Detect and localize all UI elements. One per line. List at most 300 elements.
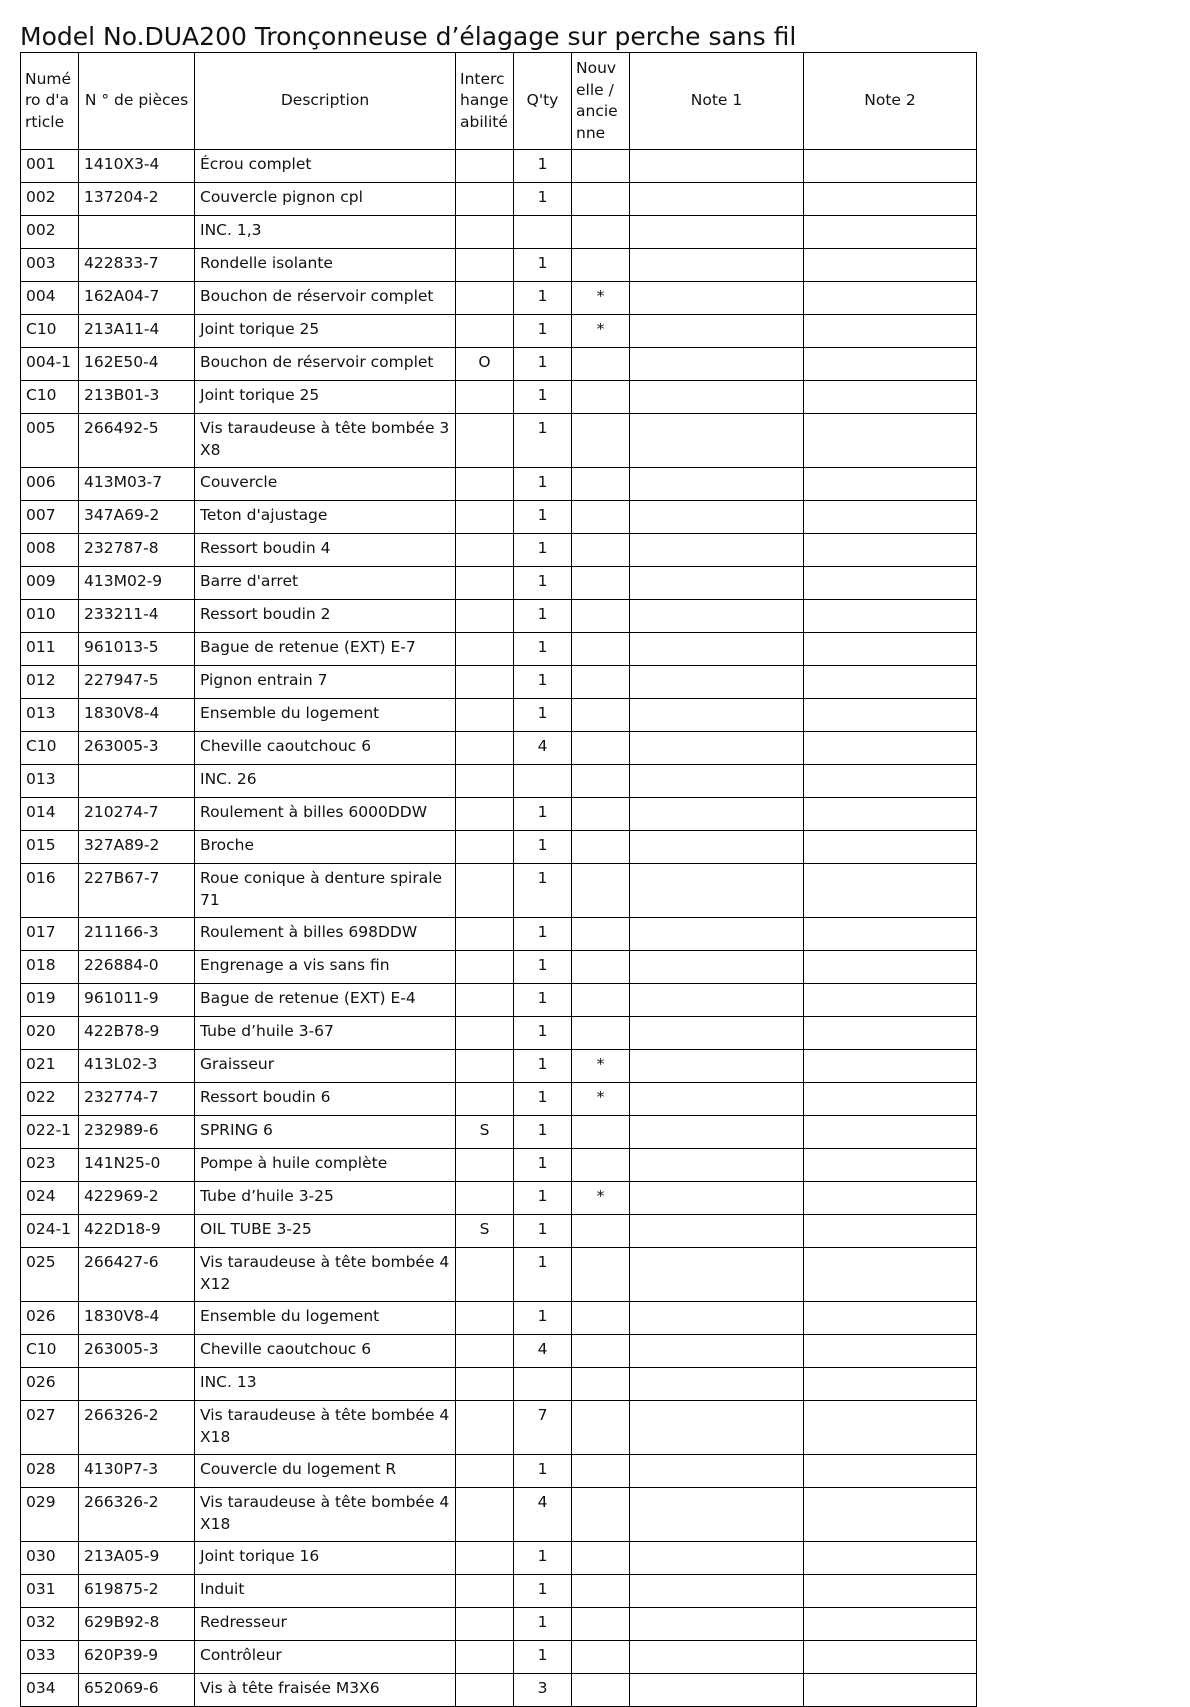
cell-part-number	[79, 1368, 195, 1401]
cell-item-number: C10	[21, 1335, 79, 1368]
cell-interchangeability	[456, 249, 514, 282]
cell-part-number: 422B78-9	[79, 1017, 195, 1050]
cell-part-number: 1830V8-4	[79, 1302, 195, 1335]
cell-note-2	[804, 1215, 977, 1248]
cell-item-number: 012	[21, 666, 79, 699]
cell-description: Joint torique 25	[195, 381, 456, 414]
cell-note-1	[630, 1116, 804, 1149]
cell-note-2	[804, 798, 977, 831]
cell-item-number: 022	[21, 1083, 79, 1116]
table-row	[21, 918, 977, 951]
cell-note-1	[630, 315, 804, 348]
table-row	[21, 1215, 977, 1248]
cell-item-number: 010	[21, 600, 79, 633]
cell-description: Ressort boudin 4	[195, 534, 456, 567]
cell-item-number: 008	[21, 534, 79, 567]
table-row	[21, 1050, 977, 1083]
cell-description: Ensemble du logement	[195, 1302, 456, 1335]
cell-note-2	[804, 1575, 977, 1608]
cell-quantity: 1	[514, 315, 572, 348]
table-row	[21, 150, 977, 183]
cell-note-1	[630, 1050, 804, 1083]
cell-new-old	[572, 600, 630, 633]
cell-note-1	[630, 732, 804, 765]
cell-interchangeability	[456, 1302, 514, 1335]
cell-note-2	[804, 1182, 977, 1215]
cell-new-old	[572, 831, 630, 864]
cell-part-number	[79, 765, 195, 798]
cell-part-number: 422833-7	[79, 249, 195, 282]
header-interchangeability: Interchangeabilité	[456, 53, 514, 150]
cell-note-2	[804, 732, 977, 765]
cell-quantity	[514, 1368, 572, 1401]
table-row	[21, 1401, 977, 1455]
table-row	[21, 831, 977, 864]
cell-item-number: 023	[21, 1149, 79, 1182]
cell-note-2	[804, 501, 977, 534]
cell-description: Joint torique 16	[195, 1542, 456, 1575]
cell-quantity: 1	[514, 918, 572, 951]
cell-note-1	[630, 1575, 804, 1608]
cell-note-2	[804, 633, 977, 666]
cell-quantity: 1	[514, 1149, 572, 1182]
cell-item-number: 002	[21, 183, 79, 216]
cell-description: Cheville caoutchouc 6	[195, 732, 456, 765]
header-description: Description	[195, 53, 456, 150]
cell-interchangeability	[456, 183, 514, 216]
cell-note-2	[804, 1050, 977, 1083]
cell-note-2	[804, 282, 977, 315]
cell-description: Vis taraudeuse à tête bombée 4X12	[195, 1248, 456, 1302]
cell-part-number: 263005-3	[79, 1335, 195, 1368]
header-new-old: Nouvelle / ancienne	[572, 53, 630, 150]
cell-note-2	[804, 150, 977, 183]
table-row	[21, 183, 977, 216]
cell-item-number: 002	[21, 216, 79, 249]
cell-interchangeability	[456, 414, 514, 468]
cell-note-1	[630, 567, 804, 600]
table-row	[21, 501, 977, 534]
cell-new-old	[572, 501, 630, 534]
cell-note-2	[804, 1116, 977, 1149]
cell-note-1	[630, 984, 804, 1017]
cell-item-number: 022-1	[21, 1116, 79, 1149]
cell-part-number: 422969-2	[79, 1182, 195, 1215]
cell-interchangeability: S	[456, 1215, 514, 1248]
cell-description: Ressort boudin 6	[195, 1083, 456, 1116]
cell-description: Bague de retenue (EXT) E-7	[195, 633, 456, 666]
cell-new-old	[572, 1542, 630, 1575]
cell-new-old	[572, 150, 630, 183]
cell-item-number: 034	[21, 1674, 79, 1707]
header-quantity: Q'ty	[514, 53, 572, 150]
cell-quantity: 1	[514, 1641, 572, 1674]
cell-interchangeability	[456, 666, 514, 699]
cell-part-number: 213A05-9	[79, 1542, 195, 1575]
table-row	[21, 468, 977, 501]
cell-quantity: 1	[514, 1215, 572, 1248]
cell-description: Vis taraudeuse à tête bombée 4X18	[195, 1401, 456, 1455]
cell-interchangeability	[456, 633, 514, 666]
cell-note-2	[804, 348, 977, 381]
cell-interchangeability	[456, 534, 514, 567]
cell-quantity	[514, 765, 572, 798]
cell-note-1	[630, 150, 804, 183]
cell-item-number: 028	[21, 1455, 79, 1488]
cell-quantity: 1	[514, 831, 572, 864]
cell-interchangeability	[456, 1248, 514, 1302]
cell-note-1	[630, 414, 804, 468]
cell-note-1	[630, 765, 804, 798]
cell-quantity: 1	[514, 984, 572, 1017]
cell-item-number: 027	[21, 1401, 79, 1455]
cell-description: INC. 13	[195, 1368, 456, 1401]
cell-description: Pompe à huile complète	[195, 1149, 456, 1182]
cell-part-number: 266492-5	[79, 414, 195, 468]
cell-part-number: 162E50-4	[79, 348, 195, 381]
cell-interchangeability	[456, 1542, 514, 1575]
cell-item-number: 016	[21, 864, 79, 918]
cell-interchangeability	[456, 1182, 514, 1215]
cell-description: Tube d’huile 3-67	[195, 1017, 456, 1050]
cell-interchangeability	[456, 282, 514, 315]
cell-interchangeability	[456, 1575, 514, 1608]
cell-note-1	[630, 534, 804, 567]
header-part-number: N ° de pièces	[79, 53, 195, 150]
cell-description: SPRING 6	[195, 1116, 456, 1149]
cell-part-number: 961013-5	[79, 633, 195, 666]
cell-interchangeability	[456, 381, 514, 414]
cell-item-number: 032	[21, 1608, 79, 1641]
cell-item-number: 024	[21, 1182, 79, 1215]
cell-note-1	[630, 1401, 804, 1455]
cell-item-number: 031	[21, 1575, 79, 1608]
cell-part-number: 227947-5	[79, 666, 195, 699]
cell-part-number: 213B01-3	[79, 381, 195, 414]
cell-item-number: 020	[21, 1017, 79, 1050]
cell-quantity: 1	[514, 282, 572, 315]
table-row	[21, 765, 977, 798]
cell-note-2	[804, 1335, 977, 1368]
cell-interchangeability	[456, 150, 514, 183]
cell-part-number: 961011-9	[79, 984, 195, 1017]
header-note-1: Note 1	[630, 53, 804, 150]
cell-quantity: 1	[514, 1116, 572, 1149]
cell-part-number: 232774-7	[79, 1083, 195, 1116]
table-row	[21, 633, 977, 666]
parts-table	[20, 52, 977, 1707]
cell-part-number: 226884-0	[79, 951, 195, 984]
cell-note-1	[630, 918, 804, 951]
cell-note-2	[804, 468, 977, 501]
table-row	[21, 1248, 977, 1302]
cell-note-2	[804, 1401, 977, 1455]
cell-description: Induit	[195, 1575, 456, 1608]
cell-interchangeability: S	[456, 1116, 514, 1149]
cell-note-1	[630, 633, 804, 666]
cell-note-1	[630, 348, 804, 381]
cell-interchangeability	[456, 216, 514, 249]
table-row	[21, 1302, 977, 1335]
cell-note-1	[630, 1455, 804, 1488]
cell-description: Barre d'arret	[195, 567, 456, 600]
cell-note-1	[630, 381, 804, 414]
cell-note-2	[804, 1149, 977, 1182]
cell-interchangeability	[456, 1455, 514, 1488]
table-row	[21, 1083, 977, 1116]
cell-interchangeability	[456, 1401, 514, 1455]
cell-interchangeability	[456, 984, 514, 1017]
cell-description: Écrou complet	[195, 150, 456, 183]
cell-description: Vis à tête fraisée M3X6	[195, 1674, 456, 1707]
table-row	[21, 534, 977, 567]
cell-description: INC. 26	[195, 765, 456, 798]
cell-note-2	[804, 183, 977, 216]
cell-item-number: 026	[21, 1302, 79, 1335]
cell-new-old	[572, 1149, 630, 1182]
cell-part-number: 620P39-9	[79, 1641, 195, 1674]
cell-new-old: *	[572, 282, 630, 315]
cell-part-number: 266427-6	[79, 1248, 195, 1302]
cell-new-old	[572, 1674, 630, 1707]
table-row	[21, 1488, 977, 1542]
cell-item-number: 029	[21, 1488, 79, 1542]
cell-interchangeability	[456, 1335, 514, 1368]
cell-quantity: 1	[514, 1542, 572, 1575]
cell-note-2	[804, 1368, 977, 1401]
cell-quantity: 1	[514, 1455, 572, 1488]
table-row	[21, 567, 977, 600]
cell-part-number: 233211-4	[79, 600, 195, 633]
cell-item-number: 005	[21, 414, 79, 468]
cell-part-number: 213A11-4	[79, 315, 195, 348]
page-title: Model No.DUA200 Tronçonneuse d’élagage sur perche sans fil	[20, 22, 797, 51]
cell-item-number: 015	[21, 831, 79, 864]
cell-part-number: 4130P7-3	[79, 1455, 195, 1488]
cell-description: Contrôleur	[195, 1641, 456, 1674]
cell-quantity: 4	[514, 1488, 572, 1542]
cell-note-2	[804, 1083, 977, 1116]
cell-item-number: 017	[21, 918, 79, 951]
cell-part-number: 263005-3	[79, 732, 195, 765]
cell-part-number: 210274-7	[79, 798, 195, 831]
cell-note-2	[804, 984, 977, 1017]
cell-description: Couvercle	[195, 468, 456, 501]
cell-description: Roulement à billes 6000DDW	[195, 798, 456, 831]
cell-item-number: 026	[21, 1368, 79, 1401]
cell-note-2	[804, 414, 977, 468]
cell-quantity: 1	[514, 249, 572, 282]
cell-quantity: 1	[514, 348, 572, 381]
cell-interchangeability	[456, 831, 514, 864]
cell-part-number: 413M03-7	[79, 468, 195, 501]
cell-note-2	[804, 699, 977, 732]
cell-note-1	[630, 1248, 804, 1302]
cell-interchangeability	[456, 1050, 514, 1083]
cell-description: Rondelle isolante	[195, 249, 456, 282]
cell-quantity: 1	[514, 501, 572, 534]
cell-quantity: 4	[514, 732, 572, 765]
table-header-row	[21, 53, 977, 150]
header-note-2: Note 2	[804, 53, 977, 150]
cell-item-number: 030	[21, 1542, 79, 1575]
cell-quantity: 1	[514, 150, 572, 183]
cell-description: Engrenage a vis sans fin	[195, 951, 456, 984]
cell-new-old	[572, 1488, 630, 1542]
cell-quantity: 1	[514, 699, 572, 732]
cell-description: Ensemble du logement	[195, 699, 456, 732]
cell-new-old	[572, 567, 630, 600]
cell-note-1	[630, 1017, 804, 1050]
cell-note-1	[630, 798, 804, 831]
cell-note-1	[630, 249, 804, 282]
table-row	[21, 315, 977, 348]
cell-note-1	[630, 1215, 804, 1248]
cell-interchangeability	[456, 699, 514, 732]
cell-note-2	[804, 1017, 977, 1050]
cell-item-number: 007	[21, 501, 79, 534]
cell-interchangeability	[456, 1149, 514, 1182]
cell-note-2	[804, 666, 977, 699]
cell-note-2	[804, 1641, 977, 1674]
cell-new-old	[572, 414, 630, 468]
cell-note-1	[630, 501, 804, 534]
cell-part-number: 162A04-7	[79, 282, 195, 315]
cell-item-number: 011	[21, 633, 79, 666]
table-row	[21, 600, 977, 633]
table-row	[21, 1149, 977, 1182]
cell-quantity: 1	[514, 1083, 572, 1116]
cell-interchangeability	[456, 1641, 514, 1674]
cell-new-old	[572, 666, 630, 699]
cell-quantity	[514, 216, 572, 249]
cell-part-number: 619875-2	[79, 1575, 195, 1608]
cell-quantity: 1	[514, 1575, 572, 1608]
cell-note-1	[630, 699, 804, 732]
cell-note-2	[804, 315, 977, 348]
cell-part-number: 413M02-9	[79, 567, 195, 600]
cell-note-2	[804, 1302, 977, 1335]
cell-note-1	[630, 1083, 804, 1116]
cell-new-old: *	[572, 315, 630, 348]
cell-part-number	[79, 216, 195, 249]
cell-new-old	[572, 348, 630, 381]
cell-note-1	[630, 831, 804, 864]
cell-description: Roulement à billes 698DDW	[195, 918, 456, 951]
cell-note-2	[804, 864, 977, 918]
cell-note-2	[804, 600, 977, 633]
table-row	[21, 699, 977, 732]
cell-new-old	[572, 1248, 630, 1302]
cell-quantity: 1	[514, 1302, 572, 1335]
cell-item-number: C10	[21, 381, 79, 414]
cell-note-1	[630, 468, 804, 501]
cell-new-old	[572, 1641, 630, 1674]
cell-item-number: 004-1	[21, 348, 79, 381]
cell-part-number: 327A89-2	[79, 831, 195, 864]
table-row	[21, 381, 977, 414]
cell-interchangeability	[456, 951, 514, 984]
cell-new-old	[572, 798, 630, 831]
cell-new-old	[572, 1608, 630, 1641]
cell-item-number: C10	[21, 732, 79, 765]
cell-item-number: 003	[21, 249, 79, 282]
cell-interchangeability	[456, 1017, 514, 1050]
cell-new-old	[572, 1401, 630, 1455]
cell-note-2	[804, 216, 977, 249]
cell-interchangeability	[456, 501, 514, 534]
table-row	[21, 348, 977, 381]
cell-new-old	[572, 864, 630, 918]
cell-description: Tube d’huile 3-25	[195, 1182, 456, 1215]
table-row	[21, 1455, 977, 1488]
cell-quantity: 1	[514, 666, 572, 699]
cell-item-number: 009	[21, 567, 79, 600]
cell-new-old	[572, 1575, 630, 1608]
cell-interchangeability	[456, 600, 514, 633]
cell-part-number: 652069-6	[79, 1674, 195, 1707]
cell-interchangeability: O	[456, 348, 514, 381]
cell-interchangeability	[456, 1608, 514, 1641]
cell-quantity: 1	[514, 1017, 572, 1050]
cell-interchangeability	[456, 315, 514, 348]
cell-note-2	[804, 567, 977, 600]
cell-part-number: 422D18-9	[79, 1215, 195, 1248]
cell-new-old	[572, 1302, 630, 1335]
cell-note-1	[630, 864, 804, 918]
table-row	[21, 1542, 977, 1575]
cell-part-number: 211166-3	[79, 918, 195, 951]
cell-part-number: 347A69-2	[79, 501, 195, 534]
table-row	[21, 249, 977, 282]
cell-part-number: 1410X3-4	[79, 150, 195, 183]
cell-new-old	[572, 633, 630, 666]
cell-new-old	[572, 1335, 630, 1368]
cell-item-number: 006	[21, 468, 79, 501]
table-row	[21, 414, 977, 468]
cell-item-number: 013	[21, 699, 79, 732]
cell-new-old	[572, 918, 630, 951]
table-row	[21, 1368, 977, 1401]
cell-description: Vis taraudeuse à tête bombée 4X18	[195, 1488, 456, 1542]
cell-interchangeability	[456, 732, 514, 765]
table-row	[21, 1017, 977, 1050]
cell-quantity: 1	[514, 381, 572, 414]
cell-interchangeability	[456, 468, 514, 501]
cell-quantity: 1	[514, 951, 572, 984]
cell-quantity: 1	[514, 798, 572, 831]
cell-note-2	[804, 951, 977, 984]
cell-note-1	[630, 282, 804, 315]
table-row	[21, 732, 977, 765]
cell-note-2	[804, 1542, 977, 1575]
cell-item-number: 001	[21, 150, 79, 183]
cell-new-old	[572, 216, 630, 249]
cell-interchangeability	[456, 1368, 514, 1401]
cell-part-number: 227B67-7	[79, 864, 195, 918]
cell-new-old	[572, 381, 630, 414]
cell-note-1	[630, 1542, 804, 1575]
cell-note-1	[630, 666, 804, 699]
cell-quantity: 1	[514, 183, 572, 216]
cell-new-old	[572, 1215, 630, 1248]
cell-new-old	[572, 534, 630, 567]
cell-quantity: 1	[514, 1050, 572, 1083]
cell-description: Graisseur	[195, 1050, 456, 1083]
cell-interchangeability	[456, 1674, 514, 1707]
cell-note-1	[630, 1302, 804, 1335]
cell-part-number: 266326-2	[79, 1401, 195, 1455]
